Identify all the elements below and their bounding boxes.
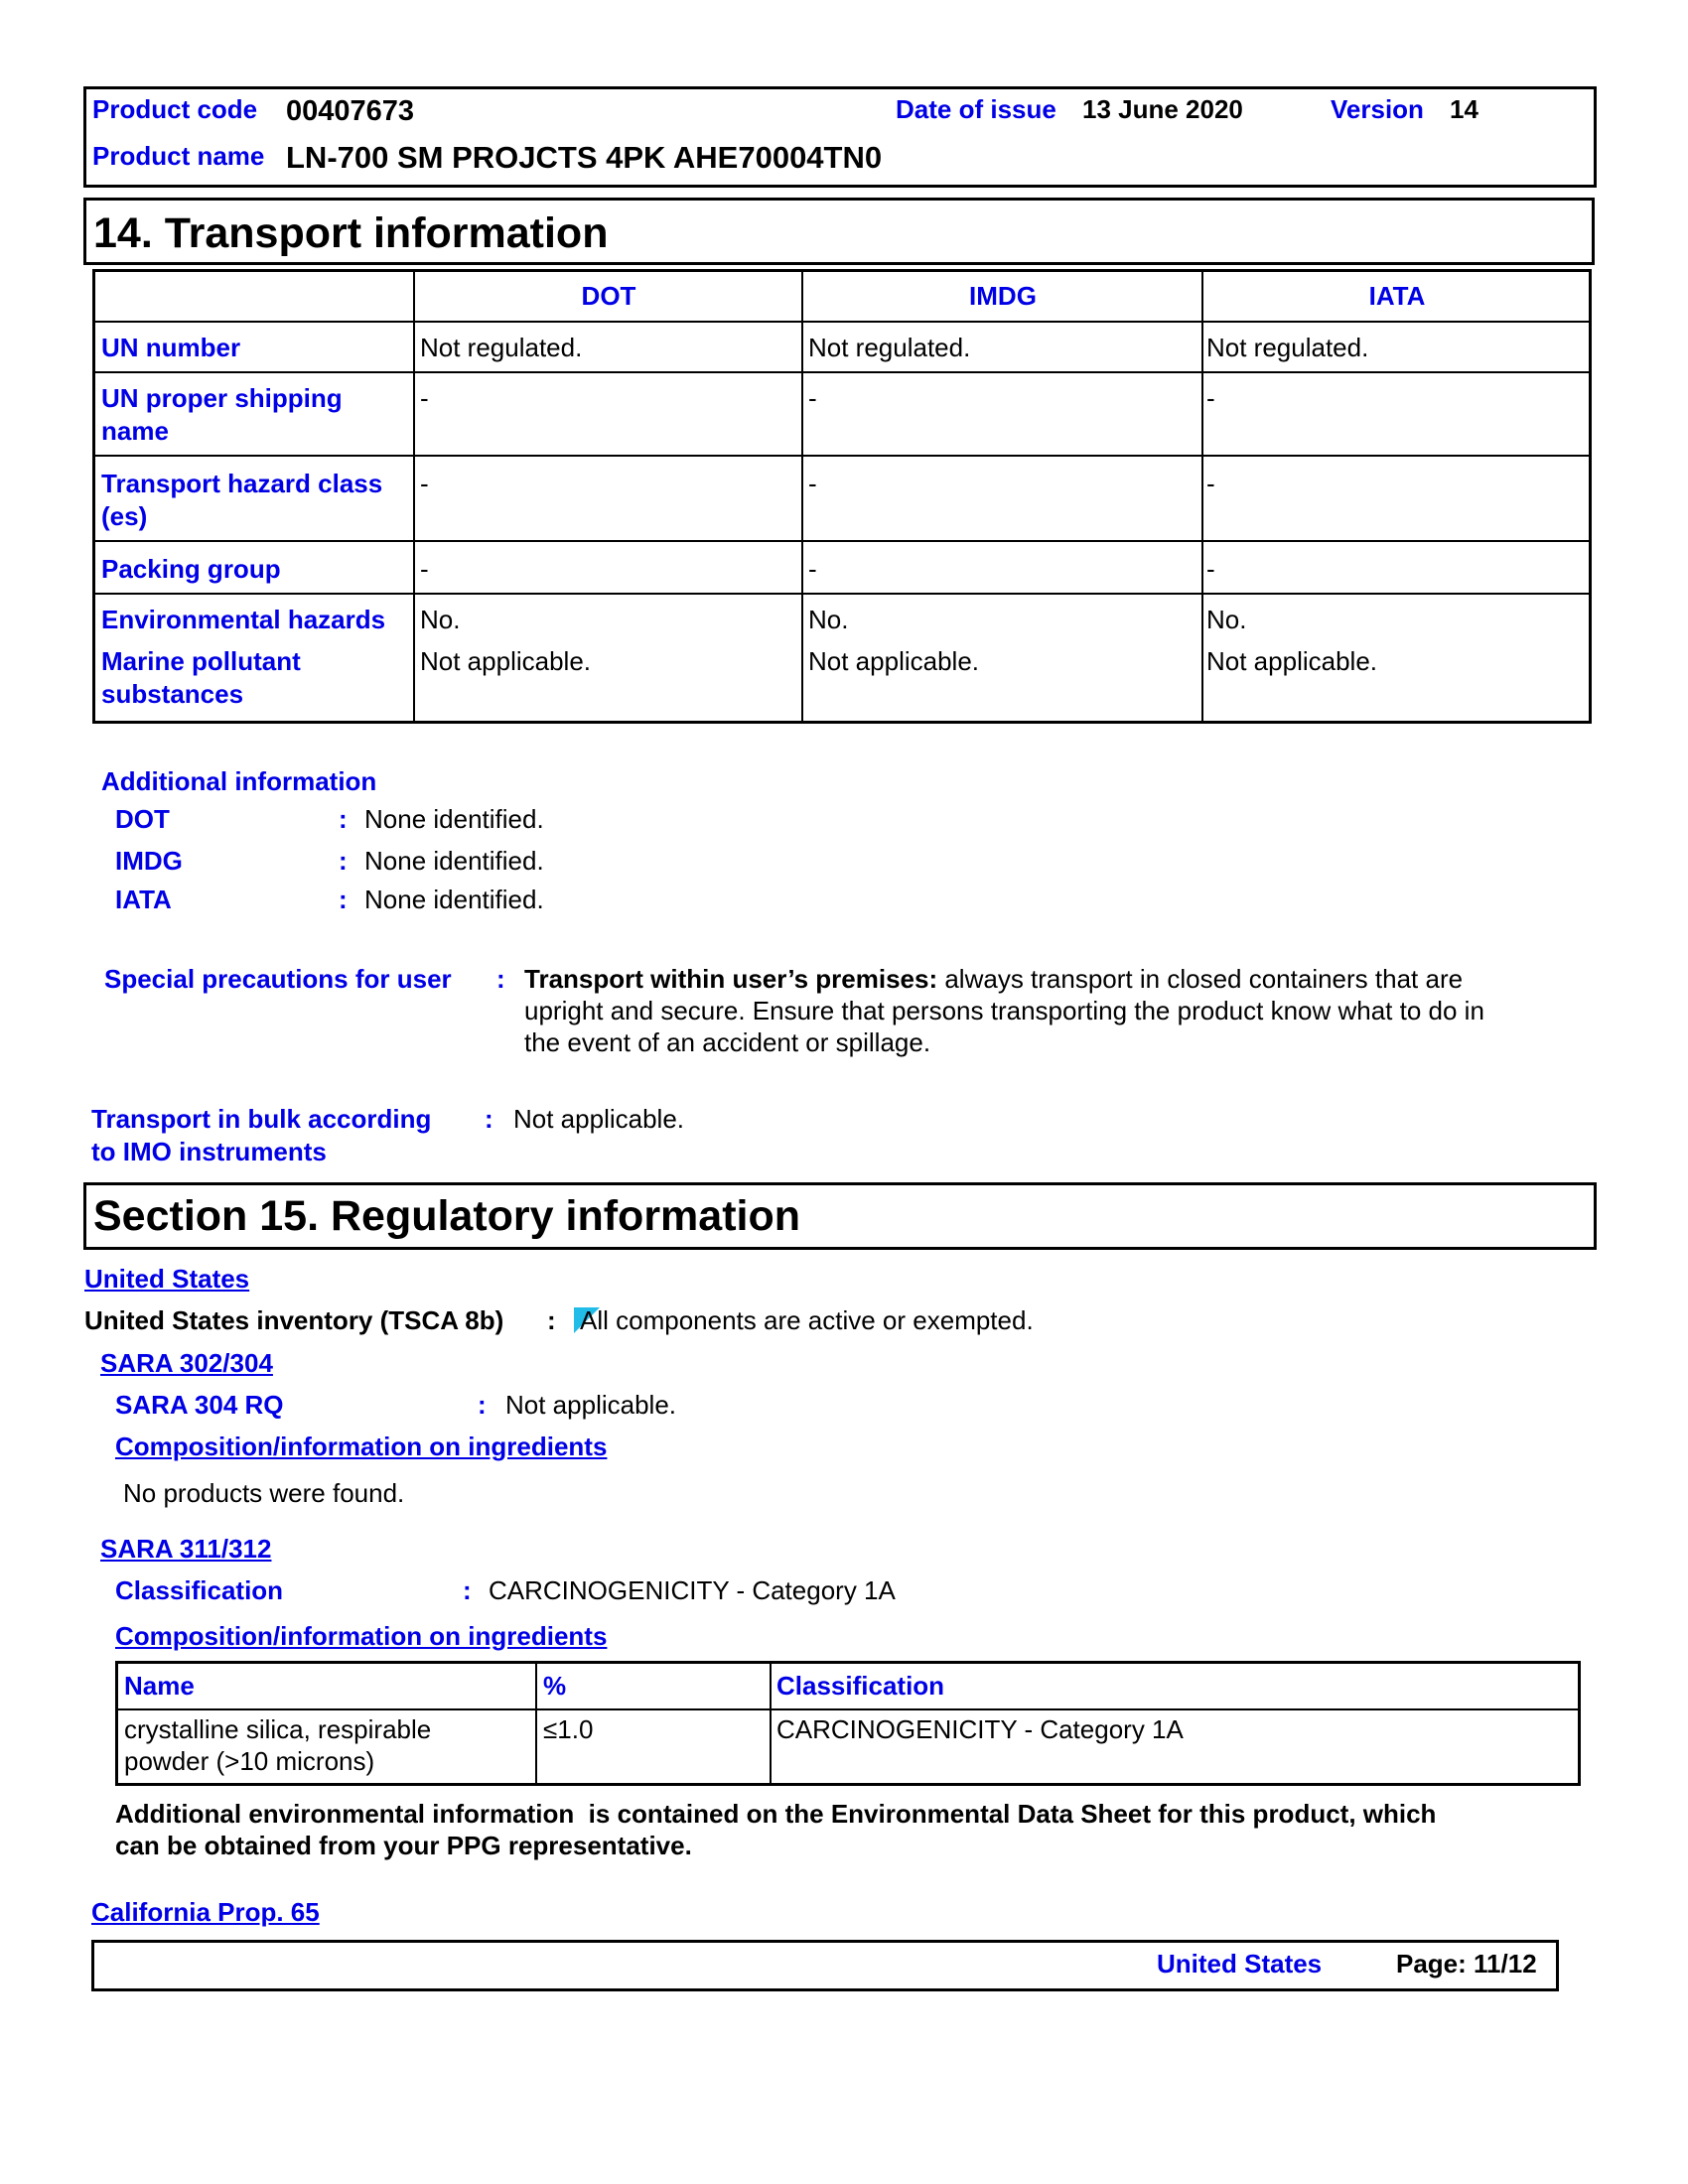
classification-value: CARCINOGENICITY - Category 1A — [489, 1575, 896, 1605]
env-info-line1: Additional environmental information is contained on the Environmental Data Sheet for this product, which — [115, 1799, 1437, 1829]
tsca-value — [574, 1305, 1034, 1335]
colon: : — [547, 1305, 556, 1335]
special-precautions-label: Special precautions for user — [104, 964, 452, 994]
cell: - — [420, 554, 429, 584]
cell: No. — [420, 605, 461, 634]
td-classification: CARCINOGENICITY - Category 1A — [776, 1714, 1184, 1744]
section14-title: 14. Transport information — [93, 209, 609, 257]
td-name-1: crystalline silica, respirable — [124, 1714, 432, 1744]
tsca-text: All components are active or exempted. — [580, 1305, 1034, 1335]
colon: : — [496, 964, 505, 994]
cell: No. — [1206, 605, 1247, 634]
add-label-imdg: IMDG — [115, 846, 183, 876]
product-code: 00407673 — [286, 95, 415, 127]
colon: : — [339, 885, 348, 914]
cell: - — [420, 469, 429, 498]
date-label: Date of issue — [896, 94, 1056, 124]
footer-box — [91, 1940, 1559, 1991]
cell: Not applicable. — [1206, 646, 1377, 676]
cell: - — [808, 554, 817, 584]
additional-info-title: Additional information — [101, 766, 377, 796]
col-imdg: IMDG — [969, 281, 1037, 311]
tsca-label: United States inventory (TSCA 8b) — [84, 1305, 504, 1335]
th-percent: % — [543, 1671, 567, 1701]
version: 14 — [1450, 94, 1478, 124]
th-classification: Classification — [776, 1671, 945, 1701]
special-precautions-line3: the event of an accident or spillage. — [524, 1027, 931, 1057]
cell: - — [420, 383, 429, 413]
add-label-iata: IATA — [115, 885, 172, 914]
cell: Not regulated. — [420, 333, 583, 362]
version-label: Version — [1331, 94, 1424, 124]
product-name: LN-700 SM PROJCTS 4PK AHE70004TN0 — [286, 140, 883, 175]
row-label-shipping-name-2: name — [101, 416, 169, 446]
cell: Not regulated. — [808, 333, 971, 362]
product-code-label: Product code — [92, 94, 258, 124]
no-products: No products were found. — [123, 1478, 405, 1508]
cell: - — [1206, 469, 1215, 498]
colon: : — [478, 1390, 487, 1420]
sara-304-rq-label: SARA 304 RQ — [115, 1390, 284, 1420]
cell: - — [808, 469, 817, 498]
composition-link-1[interactable]: Composition/information on ingredients — [115, 1432, 608, 1461]
row-label-marine: Marine pollutant — [101, 646, 301, 676]
cell: - — [1206, 554, 1215, 584]
bulk-value: Not applicable. — [513, 1104, 684, 1134]
sara-302-304-link[interactable]: SARA 302/304 — [100, 1348, 273, 1378]
add-label-dot: DOT — [115, 804, 170, 834]
section15-title: Section 15. Regulatory information — [93, 1192, 800, 1240]
classification-label: Classification — [115, 1575, 284, 1605]
add-value-iata: None identified. — [364, 885, 544, 914]
bulk-label-2: to IMO instruments — [91, 1137, 327, 1166]
colon: : — [339, 804, 348, 834]
cell: Not applicable. — [420, 646, 591, 676]
row-label-packing-group: Packing group — [101, 554, 281, 584]
cell: No. — [808, 605, 849, 634]
row-label-hazard-class: Transport hazard class — [101, 469, 383, 498]
col-iata: IATA — [1368, 281, 1426, 311]
row-label-hazard-class-2: (es) — [101, 501, 148, 531]
special-precautions-line2: upright and secure. Ensure that persons transporting the product know what to do in — [524, 996, 1484, 1025]
th-name: Name — [124, 1671, 195, 1701]
row-label-env-hazards: Environmental hazards — [101, 605, 386, 634]
united-states-link[interactable]: United States — [84, 1264, 250, 1294]
add-value-imdg: None identified. — [364, 846, 544, 876]
row-label-un-number: UN number — [101, 333, 241, 362]
colon: : — [463, 1575, 472, 1605]
cell: Not regulated. — [1206, 333, 1369, 362]
row-label-shipping-name: UN proper shipping — [101, 383, 343, 413]
composition-link-2[interactable]: Composition/information on ingredients — [115, 1621, 608, 1651]
td-percent: ≤1.0 — [543, 1714, 594, 1744]
special-text: always transport in closed containers that are — [937, 964, 1464, 994]
td-name-2: powder (>10 microns) — [124, 1746, 375, 1776]
cell: - — [808, 383, 817, 413]
row-label-marine-2: substances — [101, 679, 244, 709]
col-dot: DOT — [581, 281, 636, 311]
add-value-dot: None identified. — [364, 804, 544, 834]
footer-region: United States — [1157, 1949, 1323, 1979]
sara-311-312-link[interactable]: SARA 311/312 — [100, 1534, 272, 1564]
special-bold: Transport within user’s premises: — [524, 964, 938, 994]
california-prop65-link[interactable]: California Prop. 65 — [91, 1897, 320, 1927]
date-of-issue: 13 June 2020 — [1082, 94, 1243, 124]
special-precautions-line1 — [524, 964, 1463, 994]
colon: : — [339, 846, 348, 876]
bulk-label-1: Transport in bulk according — [91, 1104, 432, 1134]
cell: Not applicable. — [808, 646, 979, 676]
sara-304-rq-value: Not applicable. — [505, 1390, 676, 1420]
cell: - — [1206, 383, 1215, 413]
colon: : — [485, 1104, 493, 1134]
footer-page: Page: 11/12 — [1396, 1949, 1537, 1979]
product-name-label: Product name — [92, 141, 265, 171]
env-info-line2: can be obtained from your PPG representative. — [115, 1831, 692, 1860]
